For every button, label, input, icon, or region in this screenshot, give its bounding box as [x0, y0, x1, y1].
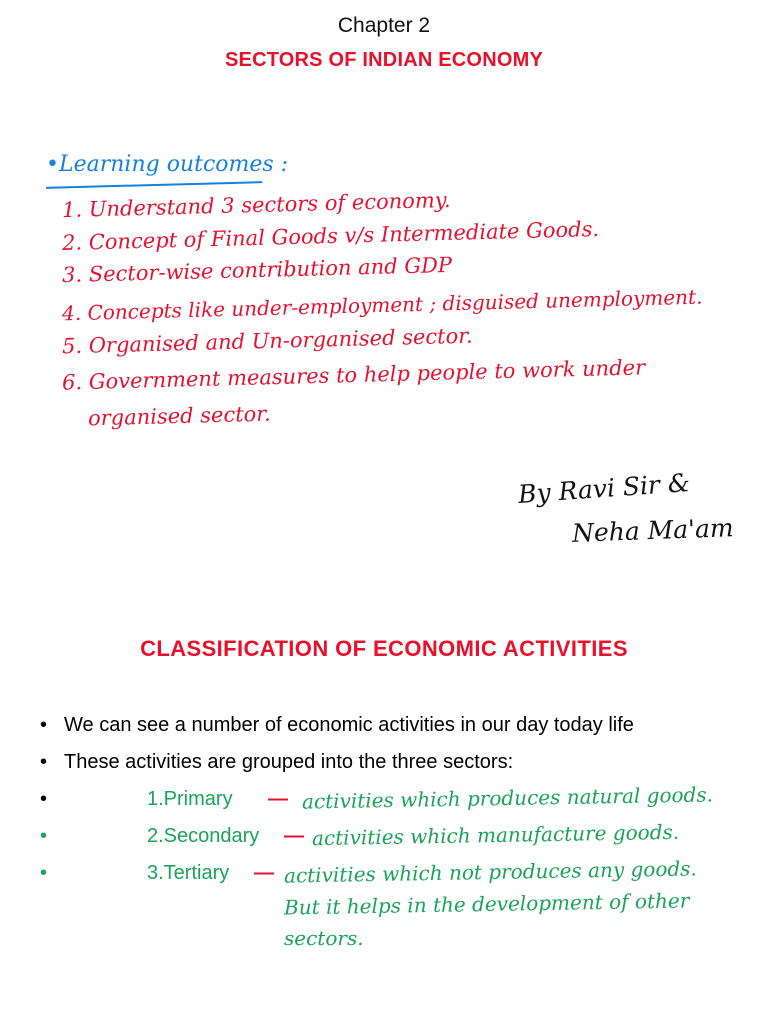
bullet-item: [40, 714, 634, 737]
learning-outcome-item: 4. Concepts like under-employment ; disguised unemployment.: [61, 284, 703, 326]
bullet-symbol: •: [40, 862, 48, 884]
dash-symbol: —: [268, 788, 288, 810]
bullet-text: We can see a number of economic activities in our day today life: [64, 714, 634, 736]
sector-row-secondary: [40, 819, 740, 851]
bullet-symbol: •: [40, 714, 48, 736]
sector-note: But it helps in the development of other: [283, 888, 690, 920]
bullet-symbol: •: [40, 825, 48, 847]
learning-outcomes-underline: [46, 181, 262, 189]
chapter-number: Chapter 2: [337, 14, 431, 37]
learning-outcome-item: 2. Concept of Final Goods v/s Intermediate Goods.: [61, 216, 600, 256]
sector-row-tertiary: [40, 856, 760, 958]
sector-note: sectors.: [284, 926, 364, 950]
chapter-title: SECTORS OF INDIAN ECONOMY: [225, 49, 543, 71]
dash-symbol: —: [254, 862, 274, 884]
sector-row-primary: [40, 782, 740, 814]
sector-note: activities which not produces any goods.: [283, 856, 697, 888]
learning-outcome-item: 6. Government measures to help people to work under: [61, 355, 646, 395]
bullet-symbol: •: [40, 751, 48, 773]
author-line-2: Neha Ma'am: [571, 513, 735, 548]
learning-outcome-item: 1. Understand 3 sectors of economy.: [61, 187, 451, 223]
sector-label: 2.Secondary: [147, 825, 260, 847]
sector-label: 1.Primary: [147, 788, 233, 810]
learning-outcome-item: 5. Organised and Un-organised sector.: [61, 323, 473, 359]
dash-symbol: —: [284, 825, 304, 847]
learning-outcome-item: organised sector.: [87, 401, 271, 431]
bullet-text: These activities are grouped into the three sectors:: [64, 751, 514, 773]
bullet-item: [40, 751, 513, 774]
sector-note: activities which produces natural goods.: [301, 782, 714, 814]
sector-label: 3.Tertiary: [147, 862, 230, 884]
learning-outcomes-heading: •Learning outcomes :: [46, 152, 289, 177]
classification-title: CLASSIFICATION OF ECONOMIC ACTIVITIES: [140, 636, 628, 661]
author-line-1: By Ravi Sir &: [517, 468, 691, 509]
learning-outcome-item: 3. Sector-wise contribution and GDP: [61, 252, 453, 288]
sector-note: activities which manufacture goods.: [311, 819, 680, 851]
bullet-symbol: •: [40, 788, 48, 810]
